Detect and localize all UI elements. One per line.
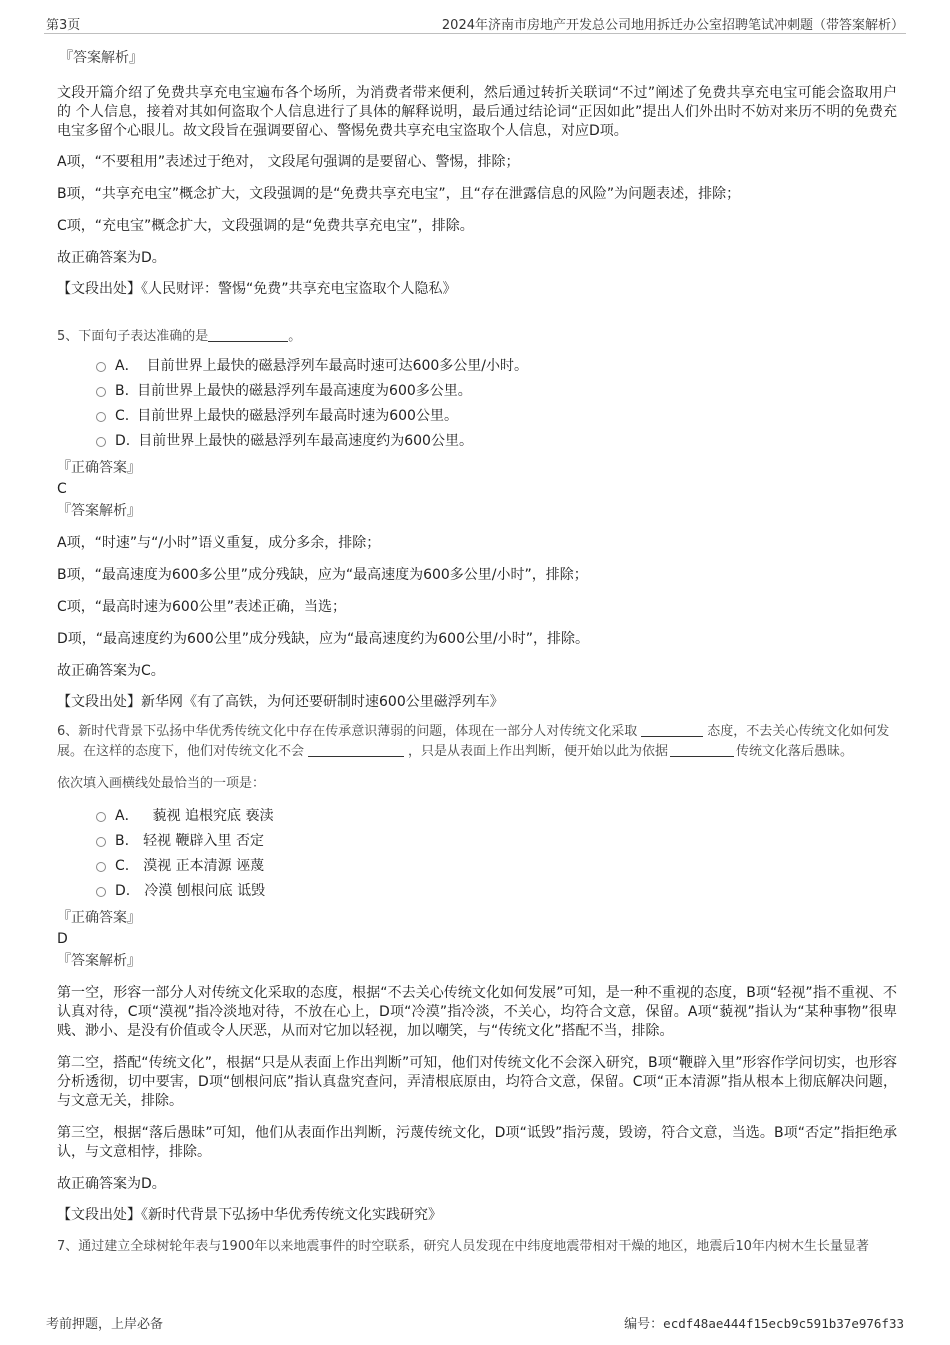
option-d[interactable]: [95, 879, 897, 904]
answer-blank: [641, 723, 703, 737]
analysis-label: 『答案解析』: [57, 503, 141, 519]
option-c[interactable]: [95, 854, 897, 879]
document-id: [624, 1313, 904, 1332]
option-a[interactable]: [95, 804, 897, 829]
source-citation: 【文段出处】《人民财评：警惕“免费”共享充电宝盗取个人隐私》: [57, 281, 457, 297]
answer-blank: [308, 743, 404, 757]
question-stem: [57, 722, 897, 762]
correct-answer-label: 『正确答案』: [57, 460, 141, 476]
option-list: [95, 354, 897, 454]
correct-answer: C: [57, 481, 67, 497]
analysis-paragraph: 故正确答案为D。: [57, 1176, 166, 1192]
radio-icon[interactable]: [96, 837, 106, 847]
analysis-paragraph: B项，“最高速度为600多公里”成分残缺，应为“最高速度为600多公里/小时”，排除；: [57, 567, 588, 583]
option-letter: C.: [115, 858, 130, 874]
option-text: 轻视 鞭辟入里 否定: [143, 833, 264, 849]
question-stem: [57, 327, 897, 347]
analysis-paragraph: D项，“最高速度约为600公里”成分残缺，应为“最高速度约为600公里/小时”，排除。: [57, 631, 589, 647]
option-c[interactable]: [95, 404, 897, 429]
document-body: [57, 42, 897, 1257]
radio-icon[interactable]: [96, 362, 106, 372]
radio-icon[interactable]: [96, 437, 106, 447]
analysis-paragraph: 第二空，搭配“传统文化”，根据“只是从表面上作出判断”可知，他们对传统文化不会深入研究，B项“鞭辟入里”形容作学问切实，也形容分析透彻，切中要害，D项“刨根问底”指认真盘究查问，弄清根底原由，均符合文意，保留。C项“正本清源”指从根本上彻底解决问题，与文意无关，排除。: [57, 1055, 897, 1109]
footer-slogan: 考前押题，上岸必备: [46, 1317, 164, 1332]
question-stem: 7、通过建立全球树轮年表与1900年以来地震事件的时空联系，研究人员发现在中纬度地震带相对干燥的地区，地震后10年内树木生长量显著: [57, 1239, 869, 1254]
analysis-label: 『答案解析』: [57, 953, 141, 969]
option-text: 目前世界上最快的磁悬浮列车最高速度为600多公里。: [137, 383, 472, 399]
option-letter: C.: [115, 408, 130, 424]
option-list: [95, 804, 897, 904]
question-text: 。: [288, 329, 302, 344]
radio-icon[interactable]: [96, 387, 106, 397]
radio-icon[interactable]: [96, 862, 106, 872]
analysis-paragraph: 故正确答案为D。: [57, 250, 166, 266]
analysis-paragraph: A项，“不要租用”表述过于绝对， 文段尾句强调的是要留心、警惕，排除；: [57, 154, 520, 170]
option-letter: B.: [115, 833, 130, 849]
analysis-paragraph: 第一空，形容一部分人对传统文化采取的态度，根据“不去关心传统文化如何发展”可知，是一种不重视的态度，B项“轻视”指不重视、不认真对待，C项“漠视”指冷淡地对待，不放在心上，D项“冷漠”指冷淡，不关心，均符合文意，保留。A项“藐视”指认为“某种事物”很卑贱、渺小、是没有价值或令人厌恶，从而对它加以轻视，加以嘲笑，与“传统文化”搭配不当，排除。: [57, 985, 897, 1039]
option-letter: A．: [115, 808, 139, 824]
page-header: [44, 12, 906, 34]
option-a[interactable]: [95, 354, 897, 379]
question-text: 6、新时代背景下弘扬中华优秀传统文化中存在传承意识薄弱的问题，体现在一部分人对传统文化采取: [57, 724, 638, 739]
analysis-paragraph: A项，“时速”与“/小时”语义重复，成分多余，排除；: [57, 535, 381, 551]
analysis-paragraph: C项，“充电宝”概念扩大，文段强调的是“免费共享充电宝”，排除。: [57, 218, 474, 234]
analysis-paragraph: 第三空，根据“落后愚昧”可知，他们从表面作出判断，污蔑传统文化，D项“诋毁”指污蔑，毁谤，符合文意，当选。B项“否定”指拒绝承认，与文意相悖，排除。: [57, 1125, 897, 1160]
option-text: 漠视 正本清源 诬蔑: [143, 858, 265, 874]
question-text: ，只是从表面上作出判断，便开始以此为依据: [408, 744, 669, 759]
option-text: 藐视 追根究底 亵渎: [152, 808, 274, 824]
radio-icon[interactable]: [96, 812, 106, 822]
source-citation: 【文段出处】新华网《有了高铁，为何还要研制时速600公里磁浮列车》: [57, 694, 504, 710]
option-text: 冷漠 刨根问底 诋毁: [144, 883, 266, 899]
option-text: 目前世界上最快的磁悬浮列车最高速度约为600公里。: [138, 433, 473, 449]
document-id-label: 编号：: [624, 1317, 664, 1332]
option-b[interactable]: [95, 379, 897, 404]
option-text: 目前世界上最快的磁悬浮列车最高时速可达600多公里/小时。: [146, 358, 529, 374]
option-letter: D.: [115, 883, 131, 899]
option-d[interactable]: [95, 429, 897, 454]
option-letter: A．: [115, 358, 139, 374]
analysis-paragraph: B项，“共享充电宝”概念扩大，文段强调的是“免费共享充电宝”，且“存在泄露信息的风险”为问题表述，排除；: [57, 186, 741, 202]
option-letter: B.: [115, 383, 130, 399]
option-text: 目前世界上最快的磁悬浮列车最高时速为600公里。: [137, 408, 458, 424]
source-citation: 【文段出处】《新时代背景下弘扬中华优秀传统文化实践研究》: [57, 1207, 442, 1223]
document-title: 2024年济南市房地产开发总公司地用拆迁办公室招聘笔试冲刺题（带答案解析）: [441, 18, 904, 33]
correct-answer: D: [57, 931, 68, 947]
analysis-label: 『答案解析』: [59, 50, 143, 66]
document-id-value: ecdf48ae444f15ecb9c591b37e976f33: [663, 1316, 904, 1331]
answer-blank: [670, 743, 734, 757]
radio-icon[interactable]: [96, 887, 106, 897]
analysis-paragraph: C项，“最高时速为600公里”表述正确，当选；: [57, 599, 347, 615]
page-number: 第3页: [46, 18, 81, 33]
page-footer: [44, 1313, 906, 1333]
question-text: 传统文化落后愚昧。: [736, 744, 854, 759]
option-letter: D.: [115, 433, 131, 449]
question-text: 5、下面句子表达准确的是: [57, 329, 209, 344]
analysis-paragraph: 文段开篇介绍了免费共享充电宝遍布各个场所，为消费者带来便利，然后通过转折关联词“不过”阐述了免费共享充电宝可能会盗取用户 的 个人信息，接着对其如何盗取个人信息进行了具体的解释说明，最后通过结论词“正因如此”提出人们外出时不妨对来历不明的免费充电宝多留个心眼儿。故文段旨在强调要留心、警惕免费共享充电宝盗取个人信息，对应D项。: [57, 85, 897, 139]
radio-icon[interactable]: [96, 412, 106, 422]
analysis-paragraph: 故正确答案为C。: [57, 663, 165, 679]
question-instruction: 依次填入画横线处最恰当的一项是：: [57, 776, 266, 791]
option-b[interactable]: [95, 829, 897, 854]
answer-blank: [208, 328, 288, 342]
correct-answer-label: 『正确答案』: [57, 910, 141, 926]
question-text: 态度，不去关心传统文化如何发展。在这样的态度下，他们对传统文化不会: [57, 724, 890, 759]
